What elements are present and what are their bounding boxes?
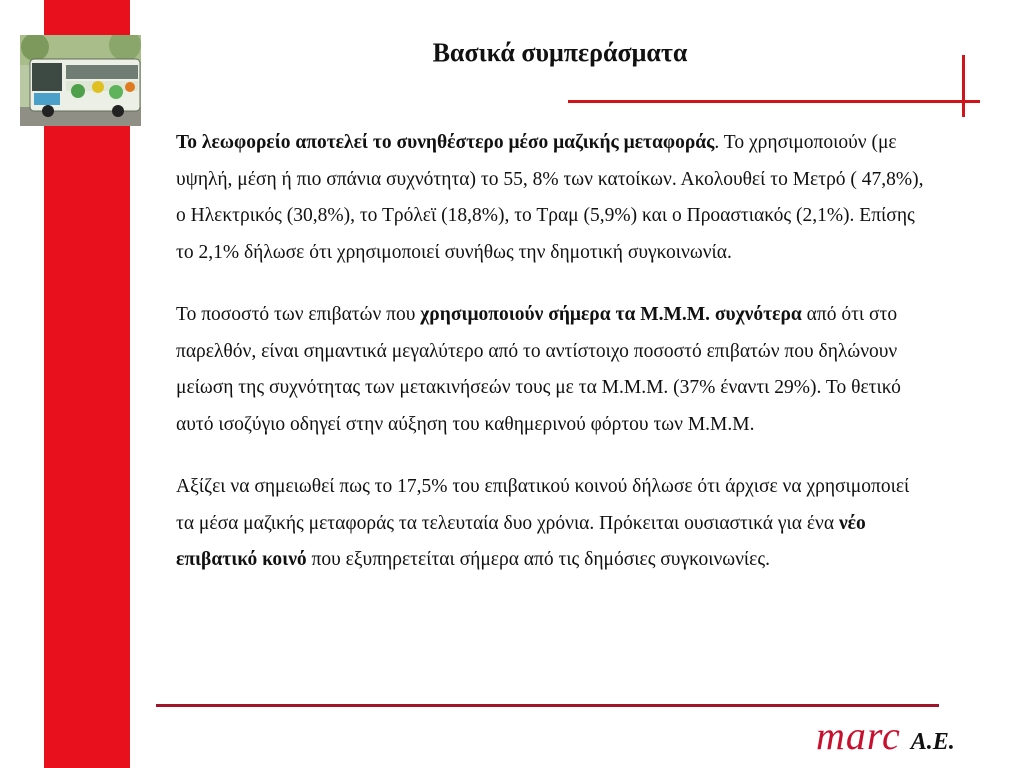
paragraph-3 (176, 469, 931, 579)
paragraph-2-bold: χρησιμοποιούν σήμερα τα Μ.Μ.Μ. συχνότερα (420, 304, 802, 325)
paragraph-1-text: . Το χρησιμοποιούν (με υψηλή, μέση ή πιο σπάνια συχνότητα) το 55, 8% των κατοίκων. Ακολουθεί το Μετρό ( 47,8%), ο Ηλεκτρικός (30,8%), το Τρόλεϊ (18,8%), το Τραμ (5,9%) και ο Προαστιακός (2,1%). Επίσης το 2,1% δήλωσε ότι χρησιμοποιεί συνήθως την δημοτική συγκοινωνία. (176, 132, 924, 263)
red-side-bar (44, 126, 130, 768)
paragraph-3-bold: νέο επιβατικό κοινό (176, 512, 866, 570)
paragraph-2 (176, 297, 931, 443)
body-text (176, 125, 931, 605)
company-logo (816, 712, 955, 759)
footer-divider (156, 704, 939, 707)
logo-brand: marc (816, 713, 901, 758)
logo-suffix: A.E. (910, 729, 955, 755)
paragraph-2-text: από ότι στο παρελθόν, είναι σημαντικά μεγαλύτερο από το αντίστοιχο ποσοστό επιβατών που δηλώνουν μείωση της συχνότητας των μετακινήσεών τους με τα Μ.Μ.Μ. (37% έναντι 29%). Το θετικό αυτό ισοζύγιο οδηγεί στην αύξηση του καθημερινού φόρτου των Μ.Μ.Μ. (176, 304, 901, 435)
red-side-bar-top (44, 0, 130, 36)
title-divider (568, 100, 980, 103)
paragraph-1-bold: Το λεωφορείο αποτελεί το συνηθέστερο μέσο μαζικής μεταφοράς (176, 132, 715, 153)
paragraph-1 (176, 125, 931, 271)
paragraph-3-lead: Αξίζει να σημειωθεί πως το 17,5% του επιβατικού κοινού δήλωσε ότι άρχισε να χρησιμοποιεί τα μέσα μαζικής μεταφοράς τα τελευταία δυο χρόνια. Πρόκειται ουσιαστικά για ένα (176, 476, 910, 534)
title-divider-cross (962, 55, 965, 117)
paragraph-3-text: που εξυπηρετείται σήμερα από τις δημόσιες συγκοινωνίες. (306, 549, 770, 570)
bus-photo-icon (20, 35, 141, 126)
paragraph-2-lead: Το ποσοστό των επιβατών που (176, 304, 421, 325)
page-title: Βασικά συμπεράσματα (432, 38, 688, 67)
